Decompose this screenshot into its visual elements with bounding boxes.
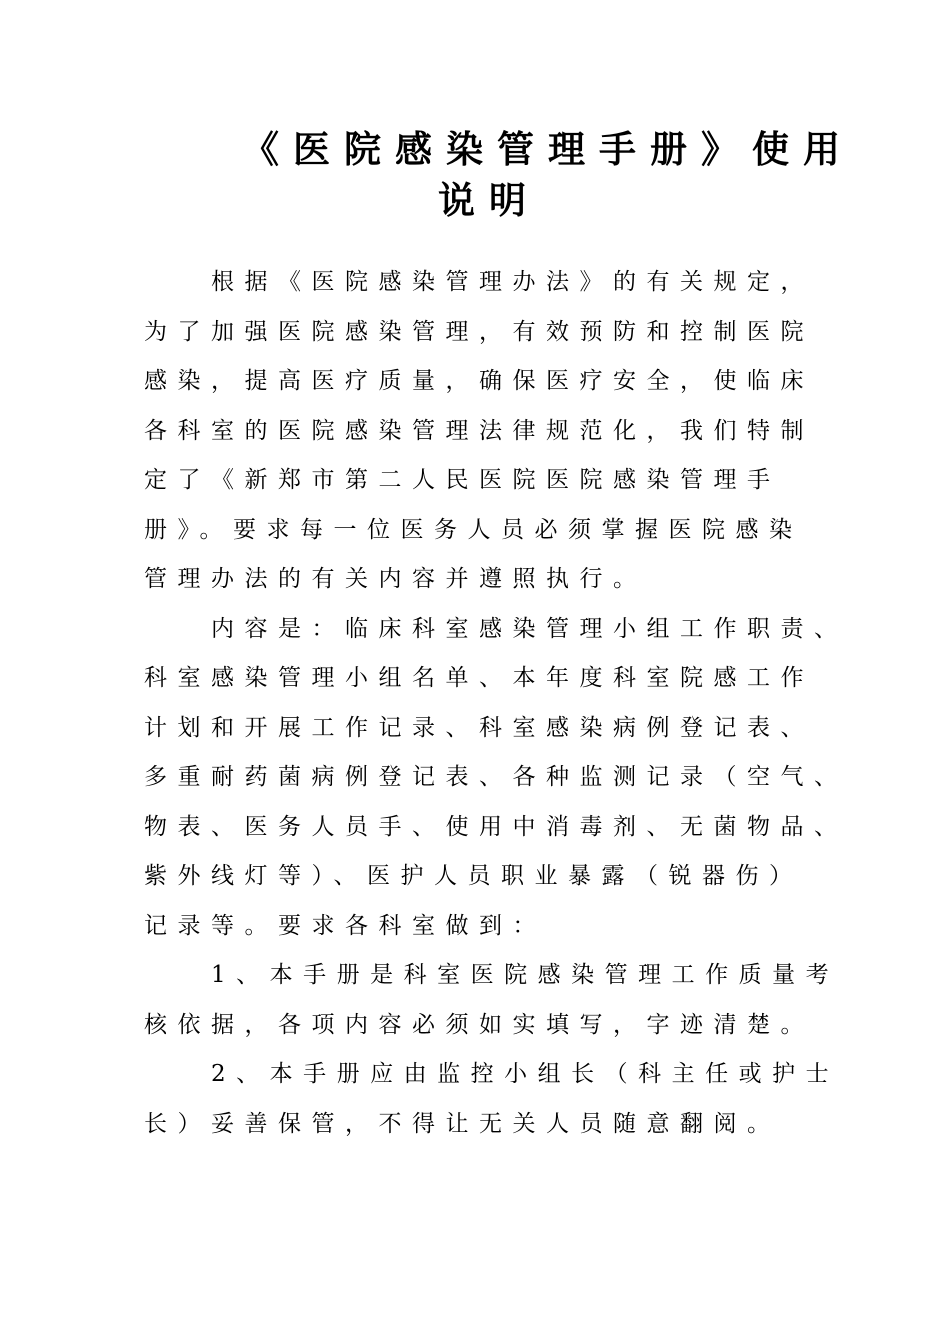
- paragraph-1-line: 各科室的医院感染管理法律规范化，我们特制: [144, 417, 814, 444]
- paragraph-2-line: 多重耐药菌病例登记表、各种监测记录（空气、: [144, 764, 848, 790]
- paragraph-1-line: 为了加强医院感染管理，有效预防和控制医院: [144, 318, 814, 345]
- paragraph-1-line: 根据《医院感染管理办法》的有关规定，: [211, 269, 814, 295]
- item-2-line: 长）妥善保管，不得让无关人员随意翻阅。: [144, 1110, 781, 1137]
- item-1-line: 核依据，各项内容必须如实填写，字迹清楚。: [144, 1011, 814, 1038]
- paragraph-1-line: 定了《新郑市第二人民医院医院感染管理手: [144, 467, 781, 493]
- paragraph-2-line: 内容是：临床科室感染管理小组工作职责、: [211, 615, 848, 642]
- paragraph-2-line: 物表、医务人员手、使用中消毒剂、无菌物品、: [144, 813, 848, 840]
- paragraph-1-line: 册》。要求每一位医务人员必须掌握医院感染: [144, 516, 803, 543]
- item-2-line: 2、本手册应由监控小组长（科主任或护士: [211, 1061, 840, 1087]
- document-body: [144, 258, 848, 1149]
- paragraph-2-line: 科室感染管理小组名单、本年度科室院感工作: [144, 665, 814, 691]
- document-title-line-1: 《医院感染管理手册》使用: [242, 128, 854, 171]
- item-1-line: 1、本手册是科室医院感染管理工作质量考: [211, 962, 840, 988]
- paragraph-2-line: 记录等。要求各科室做到：: [144, 912, 546, 939]
- paragraph-2-line: 紫外线灯等）、医护人员职业暴露（锐器伤）: [144, 863, 803, 889]
- paragraph-1-line: 管理办法的有关内容并遵照执行。: [144, 566, 647, 592]
- document-title-line-2: 说明: [438, 179, 540, 222]
- paragraph-2-line: 计划和开展工作记录、科室感染病例登记表、: [144, 714, 814, 741]
- paragraph-1-line: 感染，提高医疗质量，确保医疗安全，使临床: [144, 368, 814, 394]
